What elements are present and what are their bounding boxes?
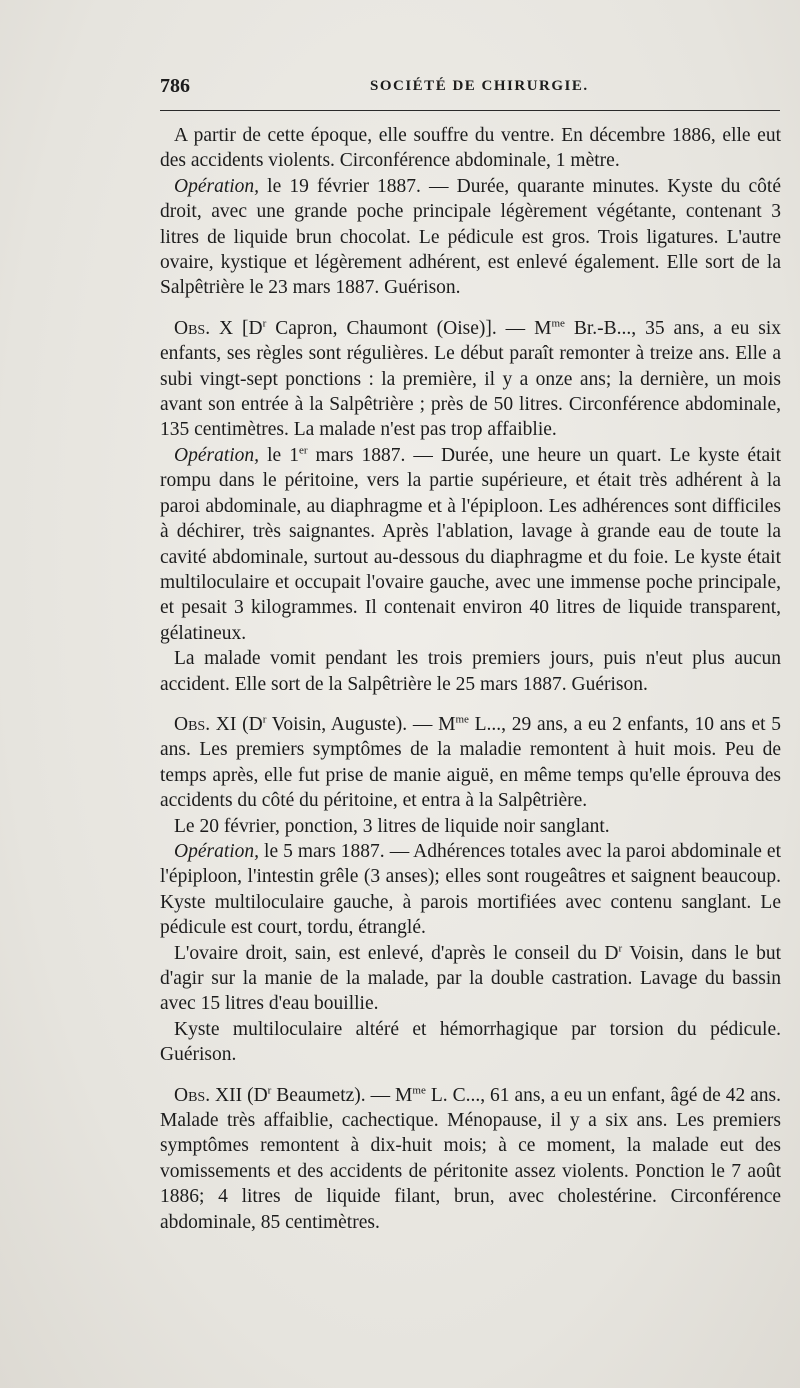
paragraph: L'ovaire droit, sain, est enlevé, d'après le conseil du $D^r$ Voisin, dans le but d'agir sur la manie de la malade, par la double castration. Lavage du bassin avec 15 litres d'eau bouillie. xyxy=(160,942,782,1015)
paragraph: Opération, le 1er mars 1887. — Durée, une heure un quart. Le kyste était rompu dans le péritoine, vers la partie supérieure, et était très adhérent à la paroi abdominale, au diaphragme et à l'épiploon. Les adhérences sont difficiles à déchirer, très saignantes. Après l'ablation, lavage à grande eau de toute la cavité abdominale, surtout au-dessous du diaphragme et du foie. Le kyste était multiloculaire et occupait l'ovaire gauche, avec une immense poche principale, et pesait 3 kilogrammes. Il contenait environ 40 litres de liquide transparent, gélatineux. xyxy=(160,444,782,644)
observation-label: Obs. XII xyxy=(174,1084,243,1106)
paragraph: Le 20 février, ponction, 3 litres de liquide noir sanglant. xyxy=(174,815,610,837)
observation-10: Obs. X [$D^r$ Capron, Chaumont (Oise)]. — $M^{me}$ Br.-B..., 35 ans, a eu six enfants, ses règles sont régulières. Le début paraît remonter à treize ans. Elle a subi vingt-sept ponctions : la première, il y a onze ans; la dernière, un mois avant son entrée à la Salpêtrière ; près de 50 litres. Circonférence abdominale, 135 centimètres. La malade n'est pas trop affaiblie. xyxy=(160,317,782,441)
observation-label: Obs. X xyxy=(174,317,234,339)
paragraph: Opération, le 5 mars 1887. — Adhérences totales avec la paroi abdominale et l'épiploon, l'intestin grêle (3 anses); elles sont rougeâtres et saignent beaucoup. Kyste multiloculaire gauche, à parois mortifiées avec contenu sanglant. Le pédicule est court, tordu, étranglé. xyxy=(160,840,781,939)
italic-heading: Opération, xyxy=(174,444,260,466)
paragraph: La malade vomit pendant les trois premiers jours, puis n'eut plus aucun accident. Elle sort de la Salpêtrière le 25 mars 1887. Guérison. xyxy=(160,648,781,695)
paragraph: Opération, le 19 février 1887. — Durée, quarante minutes. Kyste du côté droit, avec une grande poche principale légèrement végétante, contenant 3 litres de liquide brun chocolat. Le pédicule est gros. Trois ligatures. L'autre ovaire, kystique et légèrement adhérent, est enlevé également. Elle sort de la Salpêtrière le 23 mars 1887. Guérison. xyxy=(160,175,781,299)
page-number: 786 xyxy=(160,75,190,97)
observation-12: Obs. XII ($D^r$ Beaumetz). — $M^{me}$ L. C..., 61 ans, a eu un enfant, âgé de 42 ans. Malade très affaiblie, cachectique. Ménopause, il y a six ans. Les premiers symptômes remontent à dix-huit mois; à ce moment, la malade eut des vomissements et des accidents de péritonite assez violents. Ponction le 7 août 1886; 4 litres de liquide filant, brun, avec cholestérine. Circonférence abdominale, 85 centimètres. xyxy=(160,1084,782,1233)
header-rule xyxy=(160,110,780,111)
paragraph: Kyste multiloculaire altéré et hémorrhagique par torsion du pédicule. Guérison. xyxy=(160,1018,781,1066)
italic-heading: Opération, xyxy=(174,175,260,197)
paragraph: A partir de cette époque, elle souffre du ventre. En décembre 1886, elle eut des accidents violents. Circonférence abdominale, 1 mètre. xyxy=(160,125,781,172)
italic-heading: Opération, xyxy=(174,840,260,862)
observation-label: Obs. XI xyxy=(174,713,237,735)
running-title: SOCIÉTÉ DE CHIRURGIE. xyxy=(370,78,589,94)
body-text xyxy=(160,123,781,1235)
page-header xyxy=(160,75,780,101)
observation-11: Obs. XI ($D^r$ Voisin, Auguste). — $M^{me}$ L..., 29 ans, a eu 2 enfants, 10 ans et 5 ans. Les premiers symptômes de la maladie remontent à huit mois. Peu de temps après, elle fut prise de manie aiguë, en même temps qu'elle éprouva des accidents du côté du péritoine, et entra à la Salpêtrière. xyxy=(160,713,781,812)
